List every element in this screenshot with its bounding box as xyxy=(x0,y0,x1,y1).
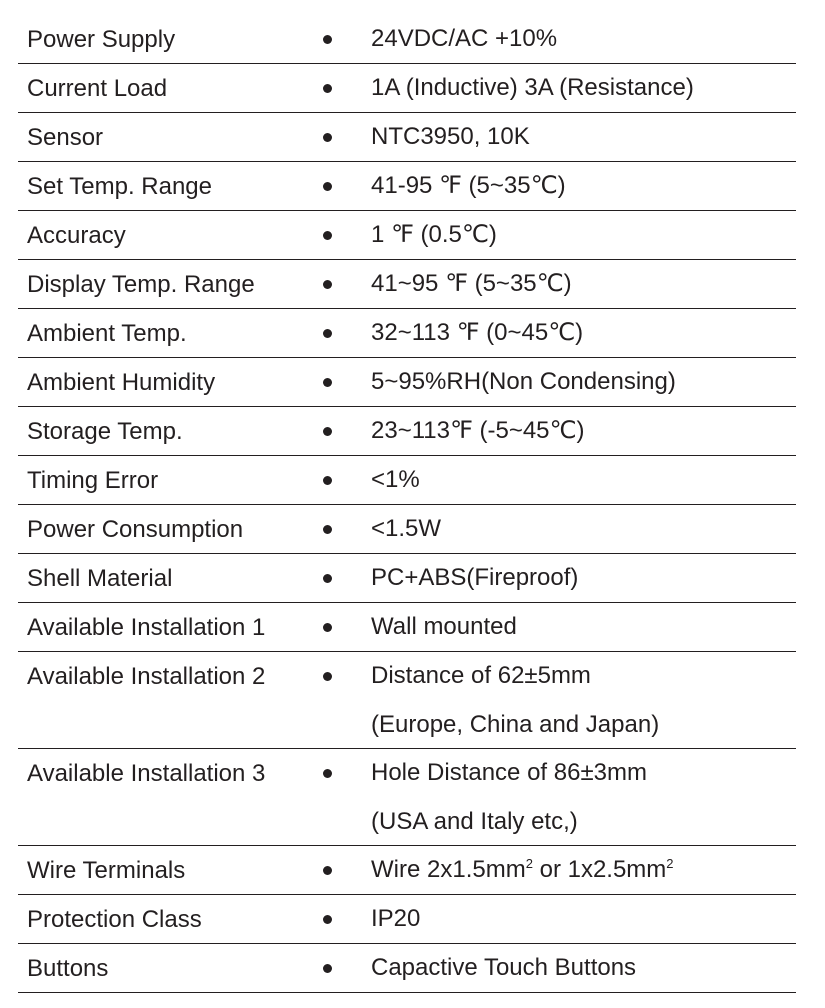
spec-value: 41-95 ℉ (5~35℃) xyxy=(371,172,566,199)
spec-value: Capactive Touch Buttons xyxy=(371,954,637,981)
bullet-icon xyxy=(323,672,332,681)
spec-label: Wire Terminals xyxy=(27,857,186,884)
spec-label: Power Consumption xyxy=(27,516,244,543)
spec-row-buttons xyxy=(18,944,796,993)
spec-value: 1A (Inductive) 3A (Resistance) xyxy=(371,74,694,101)
spec-row-timing-error xyxy=(18,456,796,505)
spec-row-display-temp-range xyxy=(18,260,796,309)
spec-row-shell-material xyxy=(18,554,796,603)
spec-label: Sensor xyxy=(27,124,104,151)
spec-value: 41~95 ℉ (5~35℃) xyxy=(371,270,572,297)
spec-value: NTC3950, 10K xyxy=(371,123,530,150)
spec-value-part-a: Wire 2x1.5mm xyxy=(371,856,526,883)
bullet-icon xyxy=(323,915,332,924)
spec-value xyxy=(371,855,674,885)
bullet-icon xyxy=(323,133,332,142)
spec-row-available-installation-2 xyxy=(18,652,796,749)
spec-value-part-b: or 1x2.5mm xyxy=(532,856,667,883)
spec-label: Display Temp. Range xyxy=(27,271,255,298)
bullet-icon xyxy=(323,574,332,583)
bullet-icon xyxy=(323,866,332,875)
spec-value-line2: (Europe, China and Japan) xyxy=(371,711,660,738)
spec-value: 1 ℉ (0.5℃) xyxy=(371,221,497,248)
spec-row-wire-terminals xyxy=(18,846,796,895)
bullet-icon xyxy=(323,35,332,44)
spec-row-power-supply xyxy=(18,15,796,64)
spec-value-line1: Distance of 62±5mm xyxy=(371,662,591,689)
spec-label: Protection Class xyxy=(27,906,202,933)
spec-label: Accuracy xyxy=(27,222,126,249)
bullet-icon xyxy=(323,378,332,387)
spec-label: Timing Error xyxy=(27,467,159,494)
spec-value: 5~95%RH(Non Condensing) xyxy=(371,368,676,395)
bullet-icon xyxy=(323,623,332,632)
superscript: 2 xyxy=(666,856,674,871)
spec-value: 23~113℉ (-5~45℃) xyxy=(371,417,585,444)
spec-label: Power Supply xyxy=(27,26,176,53)
spec-label: Current Load xyxy=(27,75,168,102)
superscript: 2 xyxy=(525,856,533,871)
spec-label: Set Temp. Range xyxy=(27,173,213,200)
spec-row-ambient-humidity xyxy=(18,358,796,407)
bullet-icon xyxy=(323,476,332,485)
spec-label: Buttons xyxy=(27,955,109,982)
spec-value-line1: Hole Distance of 86±3mm xyxy=(371,759,647,786)
spec-table xyxy=(18,15,796,993)
spec-row-storage-temp xyxy=(18,407,796,456)
spec-label: Available Installation 3 xyxy=(27,760,266,787)
spec-value: 32~113 ℉ (0~45℃) xyxy=(371,319,584,346)
bullet-icon xyxy=(323,182,332,191)
spec-value: 24VDC/AC +10% xyxy=(371,25,558,52)
spec-row-current-load xyxy=(18,64,796,113)
spec-value: PC+ABS(Fireproof) xyxy=(371,564,579,591)
spec-row-set-temp-range xyxy=(18,162,796,211)
spec-label: Available Installation 2 xyxy=(27,663,266,690)
spec-row-available-installation-1 xyxy=(18,603,796,652)
spec-row-ambient-temp xyxy=(18,309,796,358)
spec-row-sensor xyxy=(18,113,796,162)
spec-row-available-installation-3 xyxy=(18,749,796,846)
bullet-icon xyxy=(323,964,332,973)
spec-value xyxy=(371,758,647,837)
spec-value: IP20 xyxy=(371,905,421,932)
spec-value: <1.5W xyxy=(371,515,442,542)
bullet-icon xyxy=(323,769,332,778)
spec-label: Shell Material xyxy=(27,565,173,592)
spec-row-power-consumption xyxy=(18,505,796,554)
spec-label: Ambient Temp. xyxy=(27,320,187,347)
bullet-icon xyxy=(323,280,332,289)
bullet-icon xyxy=(323,427,332,436)
spec-value xyxy=(371,661,659,740)
bullet-icon xyxy=(323,84,332,93)
spec-label: Available Installation 1 xyxy=(27,614,266,641)
spec-row-protection-class xyxy=(18,895,796,944)
bullet-icon xyxy=(323,231,332,240)
spec-label: Ambient Humidity xyxy=(27,369,216,396)
spec-label: Storage Temp. xyxy=(27,418,183,445)
spec-value: <1% xyxy=(371,466,420,493)
spec-value: Wall mounted xyxy=(371,613,517,640)
bullet-icon xyxy=(323,525,332,534)
spec-value-line2: (USA and Italy etc,) xyxy=(371,808,578,835)
spec-row-accuracy xyxy=(18,211,796,260)
bullet-icon xyxy=(323,329,332,338)
